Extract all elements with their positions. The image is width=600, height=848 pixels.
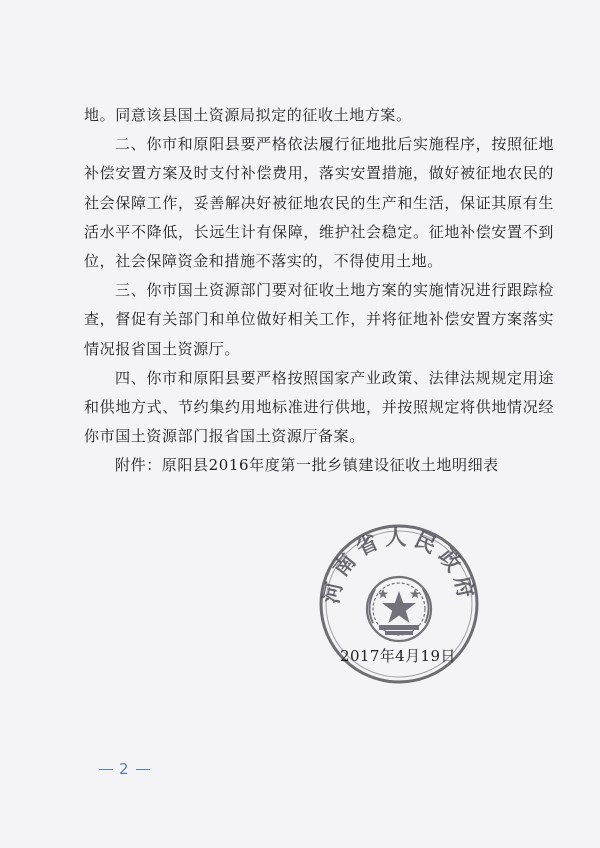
page-number-value: 2: [119, 760, 130, 778]
page-number-right-dash: [136, 769, 150, 770]
document-body: [84, 101, 554, 481]
page-number-left-dash: [99, 769, 113, 770]
attachment-line: 附件：原阳县2016年度第一批乡镇建设征收土地明细表: [115, 456, 499, 475]
svg-text:河南省人民政府: 河南省人民政府: [318, 524, 480, 606]
paragraph-3: 三、你市国土资源部门要对征收土地方案的实施情况进行跟踪检查，督促有关部门和单位做好相关工作，并将征地补偿安置方案落实情况报省国土资源厅。: [84, 281, 554, 358]
paragraph-1-continuation: 地。同意该县国土资源局拟定的征收土地方案。: [84, 106, 412, 124]
page-number: [93, 760, 156, 778]
paragraph-4: 四、你市和原阳县要严格按照国家产业政策、法律法规规定用途和供地方式、节约集约用地标准进行供地，并按照规定将供地情况经你市国土资源部门报省国土资源厅备案。: [84, 368, 554, 446]
paragraph-2: 二、你市和原阳县要严格依法履行征地批后实施程序，按照征地补偿安置方案及时支付补偿费用，落实安置措施，做好被征地农民的社会保障工作，妥善解决好被征地农民的生产和生活，保证其原有生活水平不降低，长远生计有保障，维护社会稳定。征地补偿安置不到位，社会保障资金和措施不落实的，不得使用土地。: [84, 135, 554, 271]
document-date: 2017年4月19日: [340, 647, 456, 665]
